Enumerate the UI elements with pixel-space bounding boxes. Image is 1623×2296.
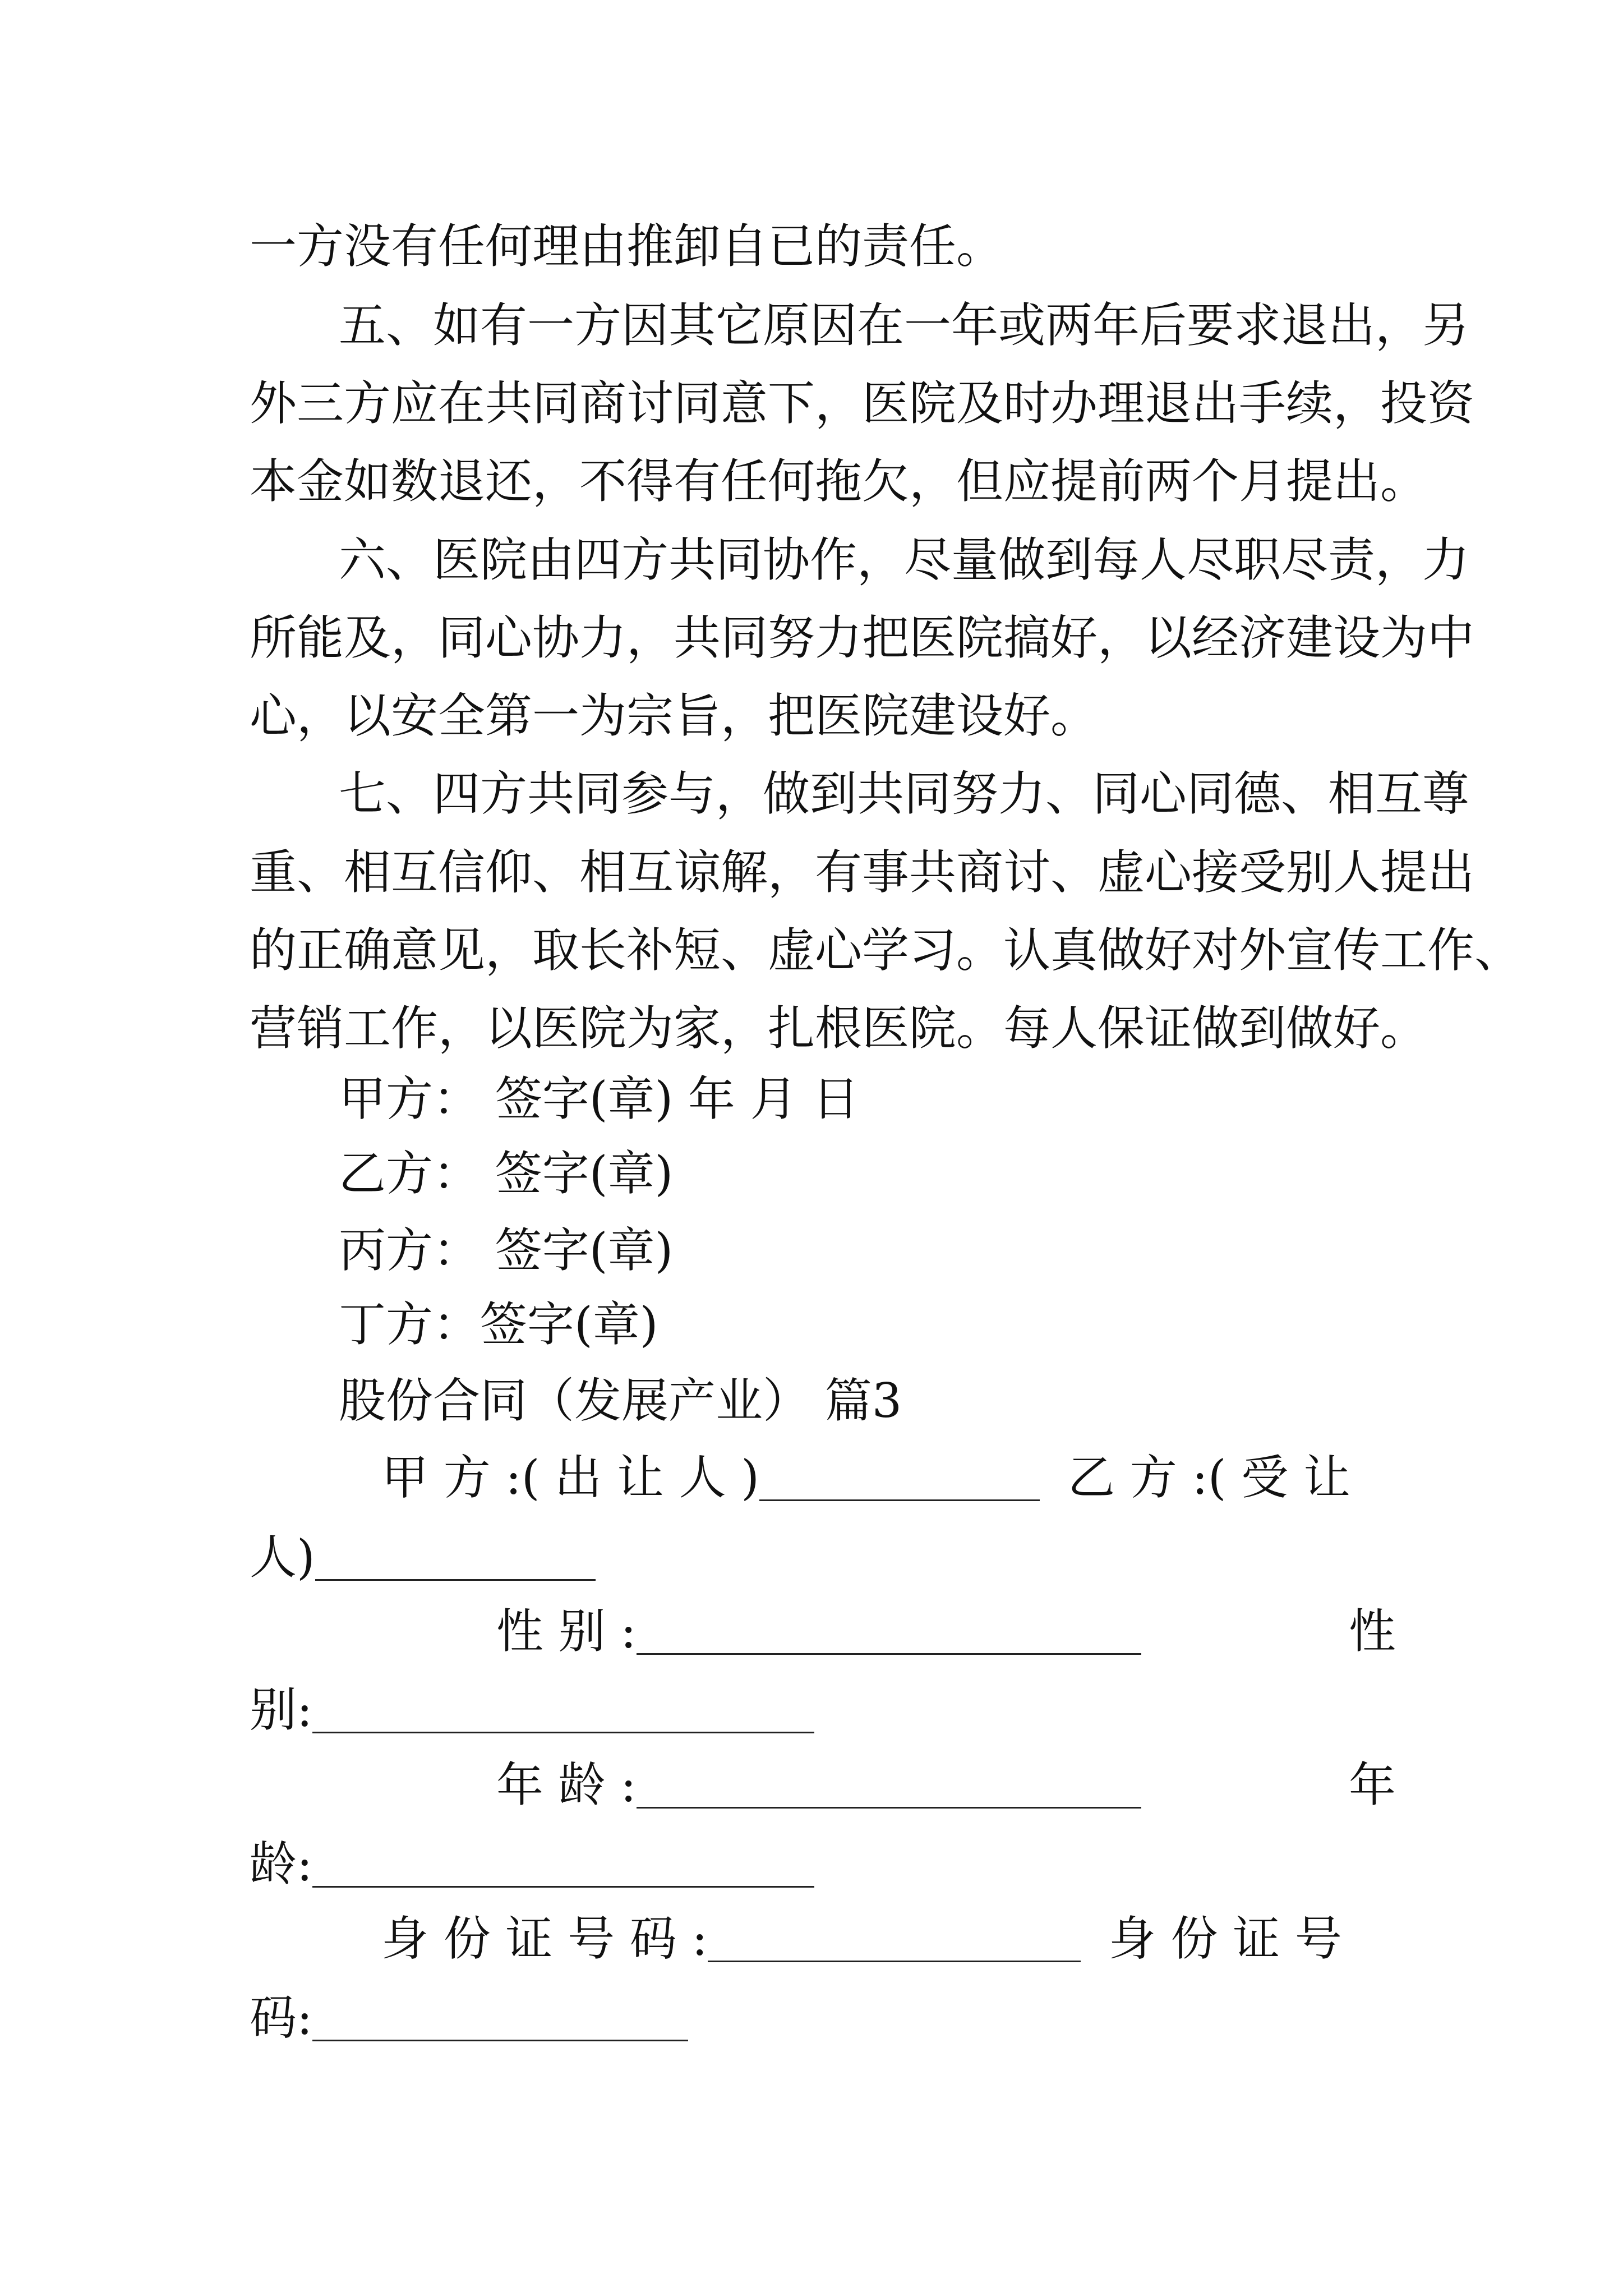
- age-label-a: 年 龄 :: [496, 1757, 637, 1812]
- signature-jia: 甲方： 签字(章) 年 月 日: [339, 1071, 860, 1126]
- signature-yi: 乙方： 签字(章): [339, 1146, 674, 1201]
- gender-label-b: 性: [1349, 1604, 1396, 1659]
- signature-bing: 丙方： 签字(章): [339, 1223, 674, 1278]
- signature-ding: 丁方：签字(章): [339, 1297, 658, 1352]
- paragraph-line: 一方没有任何理由推卸自已的责任。: [250, 219, 1004, 274]
- paragraph-line: 本金如数退还，不得有任何拖欠，但应提前两个月提出。: [250, 454, 1428, 509]
- id-label-b: 身 份 证 号: [1108, 1911, 1342, 1966]
- section-title: 股份合同（发展产业） 篇3: [339, 1373, 902, 1428]
- paragraph-line: 重、相互信仰、相互谅解，有事共商讨、虚心接受别人提出: [250, 845, 1475, 900]
- paragraph-line: 七、四方共同参与，做到共同努力、同心同德、相互尊: [339, 766, 1470, 821]
- age-label-b: 年: [1349, 1757, 1396, 1812]
- form-row-age: [496, 1757, 1141, 1812]
- paragraph-line: 六、医院由四方共同协作，尽量做到每人尽职尽责，力: [339, 532, 1470, 587]
- id-blank-a: [708, 1921, 1081, 1962]
- paragraph-line: 心，以安全第一为宗旨，把医院建设好。: [250, 688, 1098, 743]
- paragraph-line: 五、如有一方因其它原因在一年或两年后要求退出，另: [339, 298, 1470, 353]
- form-row-parties-cont: 人): [250, 1534, 596, 1581]
- form-row-gender: [496, 1604, 1141, 1659]
- gender-blank-a: [637, 1614, 1141, 1655]
- party-b-blank: [315, 1540, 596, 1581]
- gender-blank-b: [312, 1692, 814, 1733]
- form-row-age-cont: 龄:: [250, 1841, 814, 1888]
- id-label-a: 身 份 证 号 码 :: [381, 1911, 708, 1966]
- paragraph-line: 外三方应在共同商讨同意下，医院及时办理退出手续，投资: [250, 376, 1475, 431]
- form-row-id-cont: 码:: [250, 1994, 688, 2041]
- paragraph-line: 所能及，同心协力，共同努力把医院搞好，以经济建设为中: [250, 610, 1475, 665]
- form-row-gender-cont: 别:: [250, 1686, 814, 1733]
- party-a-label: 甲 方 :( 出 让 人 ): [381, 1450, 760, 1505]
- form-row-id: [381, 1911, 1342, 1966]
- party-a-blank: [759, 1460, 1040, 1501]
- gender-label-a: 性 别 :: [496, 1604, 637, 1659]
- party-b-label: 乙 方 :( 受 让: [1068, 1450, 1350, 1505]
- age-blank-a: [637, 1768, 1141, 1809]
- age-blank-b: [312, 1847, 814, 1888]
- form-row-parties: [381, 1450, 1350, 1505]
- paragraph-line: 营销工作，以医院为家，扎根医院。每人保证做到做好。: [250, 1001, 1428, 1056]
- paragraph-line: 的正确意见，取长补短、虚心学习。认真做好对外宣传工作、: [250, 923, 1522, 978]
- id-blank-b: [312, 2000, 688, 2041]
